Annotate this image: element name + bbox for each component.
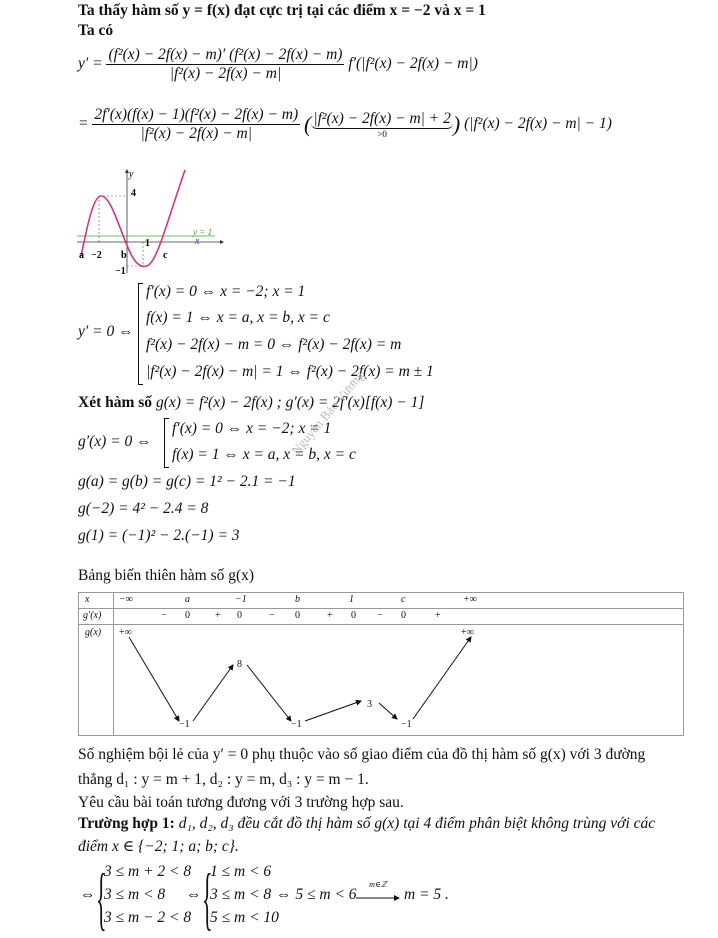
- table-gprime-label: g′(x): [83, 610, 102, 621]
- result-cond: m∈ℤ: [369, 880, 387, 889]
- equiv-1: ⇔: [80, 886, 96, 903]
- sys1-line-3: f²(x) − 2f(x) − m = 0 ⇔ f²(x) − 2f(x) = m: [146, 336, 402, 353]
- label-b: b: [121, 250, 127, 261]
- watermark: Nguyễn Bảo Vương: [288, 367, 367, 458]
- result-mid: ⇔ 5 ≤ m < 6: [276, 886, 357, 903]
- ta-co-label: Ta có: [78, 22, 114, 39]
- y2-tail: (|f²(x) − 2f(x) − m| − 1): [464, 114, 612, 132]
- zero-minus1: 0: [237, 610, 242, 621]
- case1-text-2: điểm x ∈ {−2; 1; a; b; c}.: [78, 838, 239, 855]
- y2-gt0: >0: [377, 128, 387, 139]
- table-x-a: a: [185, 594, 190, 605]
- sign-2: +: [215, 610, 221, 621]
- table-x-pos-inf: +∞: [463, 594, 477, 605]
- long-arrow-icon: [356, 894, 400, 902]
- sys1-line-1: f′(x) = 0 ⇔ x = −2; x = 1: [146, 283, 306, 300]
- zero-a: 0: [185, 610, 190, 621]
- x-axis-label: x: [195, 236, 200, 247]
- g-val-a: −1: [179, 719, 190, 730]
- para-3: Yêu cầu bài toán tương đương với 3 trường hợp sau.: [78, 794, 404, 811]
- case1-line: [78, 815, 655, 833]
- g-val-minus1: 8: [237, 659, 242, 670]
- zero-1: 0: [351, 610, 356, 621]
- label-a: a: [79, 250, 84, 261]
- variation-arrows: [79, 593, 683, 735]
- xet-label: Xét hàm số: [78, 394, 153, 411]
- sys2-line-1: f′(x) = 0 ⇔ x = −2; x = 1: [172, 420, 332, 437]
- g-val-neg-inf: +∞: [119, 627, 132, 638]
- sys2-lhs: g′(x) = 0 ⇔: [78, 433, 152, 450]
- g-minus2-value: g(−2) = 4² − 2.4 = 8: [78, 500, 209, 517]
- bbt-title: Bảng biến thiên hàm số g(x): [78, 567, 255, 584]
- label-4: 4: [131, 188, 136, 199]
- sys4-line-1: 1 ≤ m < 6: [210, 863, 272, 880]
- sign-6: +: [435, 610, 441, 621]
- sys2-bracket: [164, 418, 169, 468]
- table-x-neg-inf: −∞: [119, 594, 133, 605]
- label-minus1: −1: [115, 266, 126, 277]
- sys4-line-2: 3 ≤ m < 8: [210, 886, 272, 903]
- sys3-line-3: 3 ≤ m − 2 < 8: [104, 909, 192, 926]
- yprime-formula-1: y′ = $\frac{\text{(f²(x) − 2f(x) − m)′ (f²(x) − 2f(x) − m)}}{\text{|f²(x) − 2f(x) − m|}}$ f′(|f²(x) − 2f(x) − m|): [78, 46, 478, 82]
- case1-text: d₁, d₂, d₃ đều cắt đồ thị hàm số g(x) tại 4 điểm phân biệt không trùng với các: [174, 815, 656, 832]
- result-arrow: [356, 880, 400, 907]
- table-x-1: 1: [349, 594, 354, 605]
- zero-c: 0: [401, 610, 406, 621]
- y2-brace-text: |f²(x) − 2f(x) − m| + 2: [313, 109, 451, 127]
- sys1-line-2: f(x) = 1 ⇔ x = a, x = b, x = c: [146, 309, 330, 326]
- yprime-denominator: |f²(x) − 2f(x) − m|: [169, 64, 282, 82]
- table-x-c: c: [401, 594, 406, 605]
- f-graph: [75, 168, 225, 278]
- sys1-line-4: |f²(x) − 2f(x) − m| = 1 ⇔ f²(x) − 2f(x) = m ± 1: [146, 363, 434, 380]
- y2-numerator: 2f′(x)(f(x) − 1)(f²(x) − 2f(x) − m): [94, 106, 299, 123]
- equiv-2: ⇔: [186, 886, 202, 903]
- para-1: Số nghiệm bội lẻ của y′ = 0 phụ thuộc vào số giao điểm của đồ thị hàm số g(x) với 3 đường: [78, 746, 646, 763]
- intro-line: Ta thấy hàm số y = f(x) đạt cực trị tại các điểm x = −2 và x = 1: [78, 2, 486, 19]
- y-axis-label: y: [129, 169, 134, 180]
- label-1: 1: [145, 238, 150, 249]
- sys4-brace: {: [202, 857, 213, 938]
- label-minus2: −2: [91, 250, 102, 261]
- yprime-tail: f′(|f²(x) − 2f(x) − m|): [348, 54, 478, 72]
- result-end: m = 5 .: [404, 886, 449, 903]
- g-abc-values: g(a) = g(b) = g(c) = 1² − 2.1 = −1: [78, 473, 296, 490]
- label-y-eq-1: y = 1: [193, 227, 213, 237]
- g-val-c: −1: [401, 719, 412, 730]
- sign-5: −: [377, 610, 383, 621]
- table-x-minus1: −1: [235, 594, 247, 605]
- y2-brace-group: [311, 110, 453, 139]
- g-val-b: −1: [291, 719, 302, 730]
- para-2: thẳng d₁ : y = m + 1, d₂ : y = m, d₃ : y = m − 1.: [78, 771, 369, 788]
- g-def-text: g(x) = f²(x) − 2f(x) ; g′(x) = 2f′(x)[f(x) − 1]: [152, 394, 425, 411]
- g-definition: [78, 394, 424, 412]
- sys1-lhs: y′ = 0 ⇔: [78, 323, 134, 340]
- g-val-1: 3: [367, 699, 372, 710]
- sign-1: −: [161, 610, 167, 621]
- sys3-brace: {: [96, 857, 107, 938]
- yprime-numerator: (f²(x) − 2f(x) − m)′ (f²(x) − 2f(x) − m): [108, 46, 343, 63]
- y2-denominator: |f²(x) − 2f(x) − m|: [140, 124, 253, 142]
- variation-table: [78, 592, 684, 736]
- table-g-label: g(x): [85, 627, 102, 638]
- yprime-formula-2: = $\frac{\text{2f′(x)(f(x) − 1)(f²(x) − 2f(x) − m)}}{\text{|f²(x) − 2f(x) − m|}}$ ( |f²(x) − 2f(x) − m| + 2 >0 ) (|f²(x) − 2f(x) − m| − 1): [78, 106, 612, 142]
- sys1-bracket: [138, 283, 143, 385]
- sys3-line-1: 3 ≤ m + 2 < 8: [104, 863, 192, 880]
- sys2-line-2: f(x) = 1 ⇔ x = a, x = b, x = c: [172, 446, 356, 463]
- g-1-value: g(1) = (−1)² − 2.(−1) = 3: [78, 527, 240, 544]
- table-x-label: x: [85, 594, 90, 605]
- sys4-line-3: 5 ≤ m < 10: [210, 909, 279, 926]
- label-c: c: [163, 250, 168, 261]
- case1-label: Trường hợp 1:: [78, 815, 175, 832]
- sign-4: +: [327, 610, 333, 621]
- g-val-pos-inf: +∞: [461, 627, 474, 638]
- sign-3: −: [269, 610, 275, 621]
- table-x-b: b: [295, 594, 300, 605]
- sys3-line-2: 3 ≤ m < 8: [104, 886, 166, 903]
- zero-b: 0: [295, 610, 300, 621]
